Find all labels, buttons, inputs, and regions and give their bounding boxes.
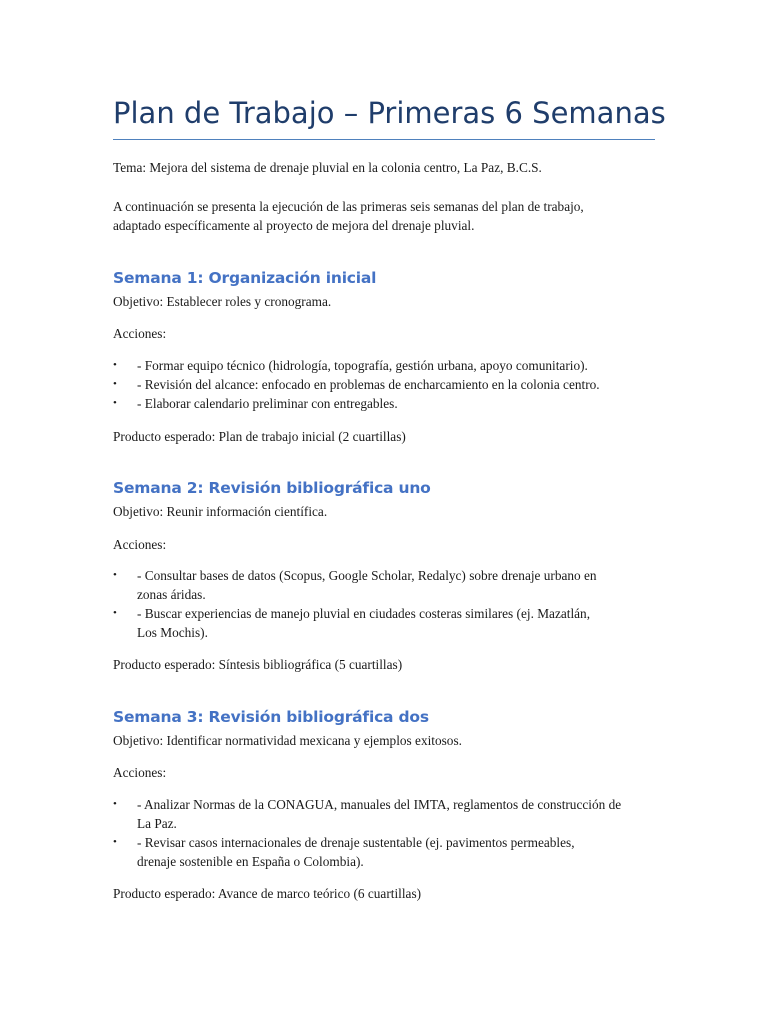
list-item (113, 566, 658, 604)
week-3-actions-list (113, 795, 658, 871)
list-item-text: - Formar equipo técnico (hidrología, topografía, gestión urbana, apoyo comunitario). (137, 358, 588, 373)
list-item-text: - Buscar experiencias de manejo pluvial en ciudades costeras similares (ej. Mazatlán, (137, 606, 591, 621)
list-item-text: - Consultar bases de datos (Scopus, Google Scholar, Redalyc) sobre drenaje urbano en (137, 568, 597, 583)
week-3-acciones-label: Acciones: (113, 765, 167, 780)
bullet-icon: • (113, 607, 117, 619)
list-item-text: - Analizar Normas de la CONAGUA, manuales del IMTA, reglamentos de construcción de (137, 797, 622, 812)
list-item (113, 604, 658, 642)
week-2-actions-list (113, 566, 658, 642)
bullet-icon: • (113, 836, 117, 848)
document-title: Plan de Trabajo – Primeras 6 Semanas (113, 96, 666, 130)
list-item (113, 356, 658, 375)
list-item (113, 375, 658, 394)
intro-line-1: A continuación se presenta la ejecución de las primeras seis semanas del plan de trabajo, (113, 199, 584, 214)
list-item-text-cont: Los Mochis). (137, 625, 208, 640)
week-2-producto: Producto esperado: Síntesis bibliográfica (5 cuartillas) (113, 657, 403, 672)
bullet-icon: • (113, 798, 117, 810)
week-1-heading: Semana 1: Organización inicial (113, 269, 377, 287)
week-2-acciones-label: Acciones: (113, 537, 167, 552)
tema-line: Tema: Mejora del sistema de drenaje pluvial en la colonia centro, La Paz, B.C.S. (113, 160, 542, 175)
list-item (113, 394, 658, 413)
bullet-icon: • (113, 397, 117, 409)
week-2-objetivo: Objetivo: Reunir información científica. (113, 504, 328, 519)
title-underline (113, 139, 655, 140)
list-item (113, 833, 658, 871)
list-item-text-cont: drenaje sostenible en España o Colombia). (137, 854, 364, 869)
week-1-actions-list (113, 356, 658, 413)
bullet-icon: • (113, 359, 117, 371)
week-3-heading: Semana 3: Revisión bibliográfica dos (113, 708, 429, 726)
week-3-objetivo: Objetivo: Identificar normatividad mexicana y ejemplos exitosos. (113, 733, 462, 748)
list-item (113, 795, 658, 833)
week-3-producto: Producto esperado: Avance de marco teórico (6 cuartillas) (113, 886, 422, 901)
week-1-producto: Producto esperado: Plan de trabajo inicial (2 cuartillas) (113, 429, 406, 444)
week-1-objetivo: Objetivo: Establecer roles y cronograma. (113, 294, 332, 309)
bullet-icon: • (113, 378, 117, 390)
bullet-icon: • (113, 569, 117, 581)
list-item-text: - Revisión del alcance: enfocado en problemas de encharcamiento en la colonia centro. (137, 377, 600, 392)
list-item-text: - Revisar casos internacionales de drenaje sustentable (ej. pavimentos permeables, (137, 835, 575, 850)
list-item-text: - Elaborar calendario preliminar con entregables. (137, 396, 398, 411)
week-1-acciones-label: Acciones: (113, 326, 167, 341)
week-2-heading: Semana 2: Revisión bibliográfica uno (113, 479, 431, 497)
list-item-text-cont: zonas áridas. (137, 587, 206, 602)
intro-line-2: adaptado específicamente al proyecto de mejora del drenaje pluvial. (113, 218, 475, 233)
list-item-text-cont: La Paz. (137, 816, 177, 831)
